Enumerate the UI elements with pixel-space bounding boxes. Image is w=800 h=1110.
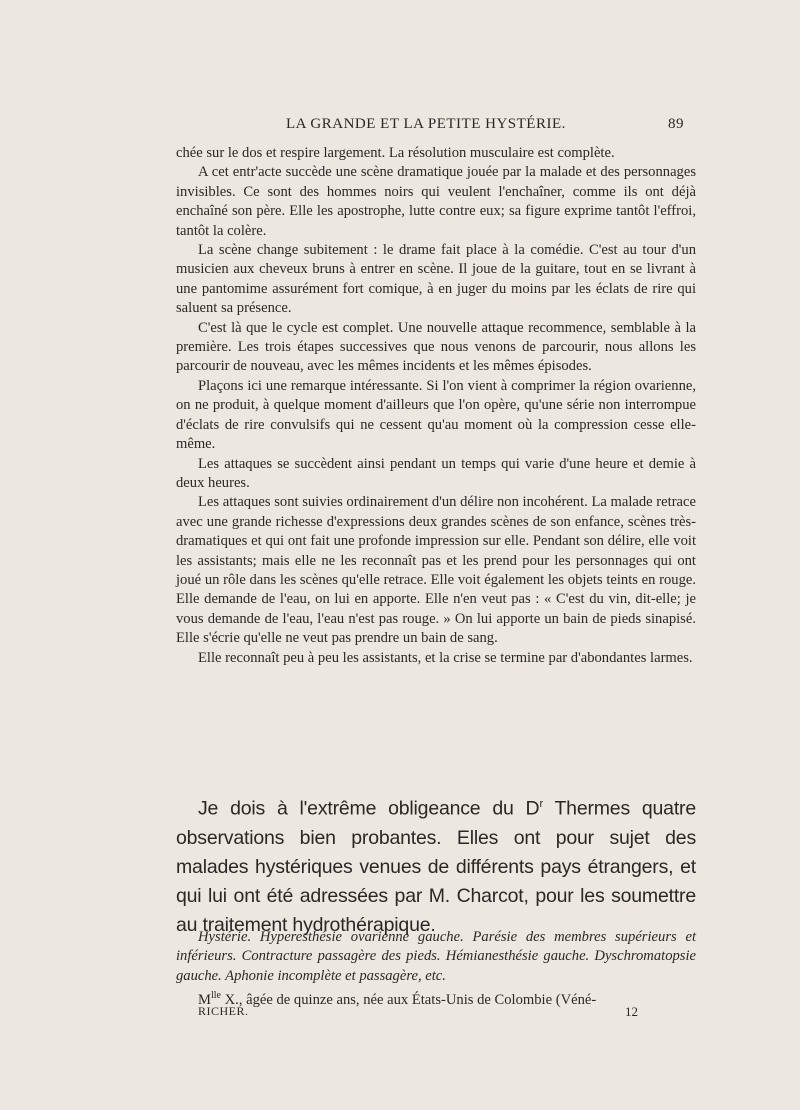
note-superscript: r [539,798,543,810]
case-intro-superscript: lle [210,990,221,1002]
page-number: 89 [668,116,684,132]
note-text-after: Thermes quatre observations bien probantes. Elles ont pour sujet des malades hystériques venues de différents pays étrangers, et qui lui ont été adressées par M. Charcot, pour les soumettre au traitement hydrothérapique. [176,797,696,936]
paragraph: Elle reconnaît peu à peu les assistants, et la crise se termine par d'abondantes larmes. [198,649,693,666]
case-heading: Hystérie. Hyperesthésie ovarienne gauche. Parésie des membres supérieurs et inférieurs. Contracture passagère des pieds. Hémianesthésie gauche. Dyschromatopsie gauche. Aphonie incomplète et passagère, etc. [176,929,696,984]
paragraph: chée sur le dos et respire largement. La résolution musculaire est complète. [176,145,615,161]
note-paragraph [176,790,696,940]
sheet-number: 12 [625,1004,638,1019]
case-intro-after: X., âgée de quinze ans, née aux États-Unis de Colombie (Véné- [220,992,597,1009]
running-header [176,116,696,140]
paragraph: Les attaques sont suivies ordinairement d'un délire non incohérent. La malade retrace avec une grande richesse d'expressions deux grandes scènes de son enfance, scènes très-dramatiques et qui ont fait une profonde impression sur elle. Pendant son délire, elle voit les assistants; mais elle ne les reconnaît pas et les prend pour les personnages qui ont joué un rôle dans les scènes qu'elle retrace. Elle voit également les objets teints en rouge. Elle demande de l'eau, on lui en apporte. Elle n'en veut pas : « C'est du vin, dit-elle; je vous demande de l'eau, l'eau n'est pas rouge. » On lui apporte un bain de pieds sinapisé. Elle s'écrie qu'elle ne veut pas prendre un bain de sang. [176,494,696,647]
page-footer [176,1004,696,1024]
paragraph: Plaçons ici une remarque intéressante. Si l'on vient à comprimer la région ovarienne, on ne produit, à quelque moment d'ailleurs que l'on opère, qu'une série non interrompue d'éclats de rire convulsifs qui ne cessent qu'au moment où la compression cesse elle-même. [176,377,696,453]
note-text-before: Je dois à l'extrême obligeance du D [198,797,540,820]
paragraph: A cet entr'acte succède une scène dramatique jouée par la malade et des personnages invisibles. Ce sont des hommes noirs qui veulent l'enchaîner, comme ils ont déjà enchaîné son père. Elle les apostrophe, lutte contre eux; sa figure exprime tantôt l'effroi, tantôt la colère. [176,164,696,239]
body-text [176,144,696,668]
case-intro-before: M [198,992,211,1009]
intro-note [176,790,696,940]
paragraph: Les attaques se succèdent ainsi pendant un temps qui varie d'une heure et demie à deux heures. [176,455,696,491]
paragraph: La scène change subitement : le drame fait place à la comédie. C'est au tour d'un musicien aux cheveux bruns à entrer en scène. Il joue de la guitare, tout en se livrant à une pantomime assurément fort comique, à en juger du moins par les éclats de rire qui saluent sa présence. [176,242,696,317]
signature-mark: RICHER. [198,1004,249,1018]
running-title: LA GRANDE ET LA PETITE HYSTÉRIE. [286,116,566,132]
case-observation [176,928,696,1010]
paragraph: C'est là que le cycle est complet. Une nouvelle attaque recommence, semblable à la première. Les trois étapes successives que nous venons de parcourir, nous allons les parcourir de nouveau, avec les mêmes incidents et les mêmes épisodes. [176,319,696,375]
